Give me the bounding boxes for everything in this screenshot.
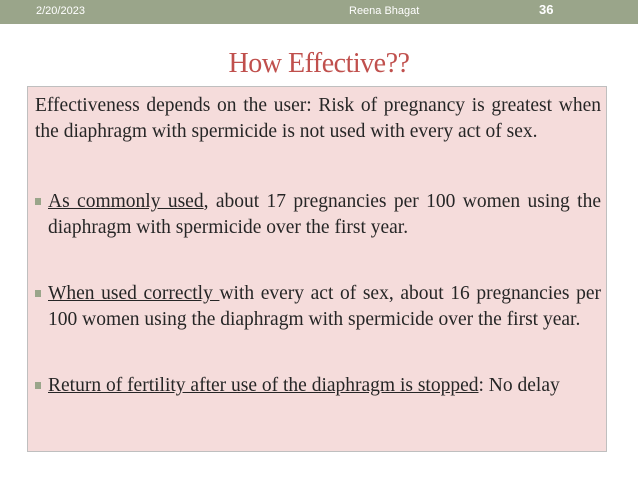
slide-author: Reena Bhagat [349,5,420,17]
bullet-rest-text: , about 17 pregnancies per 100 women using the diaphragm with spermicide over the first year. [48,191,602,238]
bullet-text [48,281,601,333]
bullet-underlined-text: When used correctly [48,283,220,304]
bullet-text [48,189,601,241]
slide-title: How Effective?? [228,48,410,79]
bullet-item [35,281,601,333]
bullet-rest-text: : No delay [478,375,560,396]
intro-paragraph: Effectiveness depends on the user: Risk of pregnancy is greatest when the diaphragm with spermicide is not used with every act of sex. [35,95,601,142]
bullet-item [35,189,601,241]
bullet-item [35,373,601,399]
slide-number: 36 [539,2,554,17]
header-bar [0,0,638,24]
bullet-text [48,373,601,399]
bullet-marker-icon [35,198,41,205]
bullet-marker-icon [35,382,41,389]
bullet-marker-icon [35,290,41,297]
slide-date: 2/20/2023 [36,5,85,17]
bullet-underlined-text: Return of fertility after use of the diaphragm is stopped [48,375,479,396]
bullet-underlined-text: As commonly used [48,191,204,212]
bullet-rest-text: with every act of sex, about 16 pregnancies per 100 women using the diaphragm with spermicide over the first year. [48,283,601,330]
content-box [27,86,607,452]
